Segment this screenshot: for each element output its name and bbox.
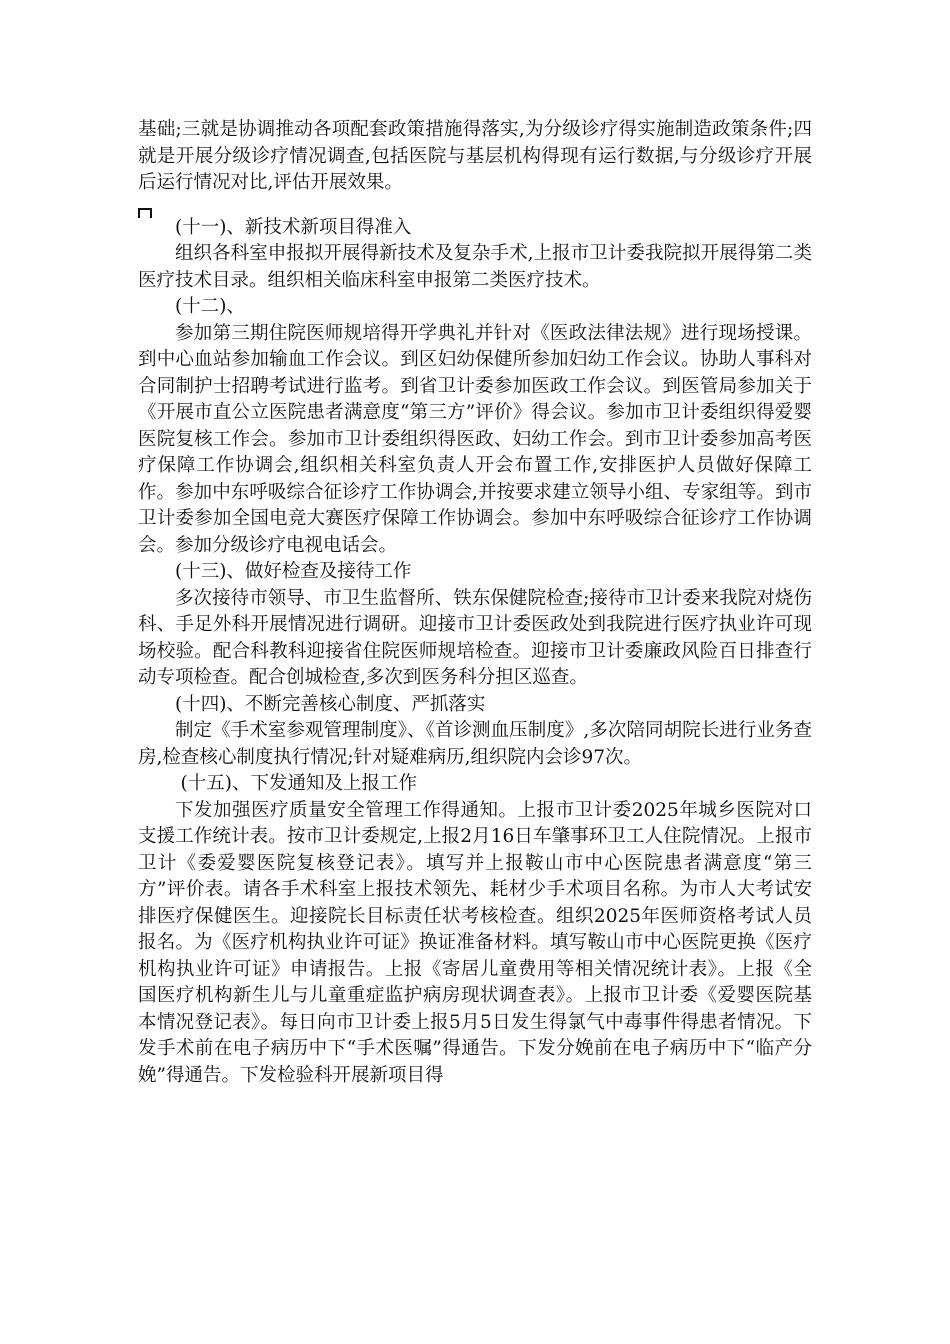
section-heading-14: (十四)、不断完善核心制度、严抓落实 [175, 693, 486, 715]
section-mark-glyph [138, 200, 812, 214]
document-page [138, 117, 812, 1089]
section-body-12: 参加第三期住院医师规培得开学典礼并针对《医政法律法规》进行现场授课。到中心血站参加输血工作会议。到区妇幼保健所参加妇幼工作会议。协助人事科对合同制护士招聘考试进行监考。到省卫计委参加医政工作会议。到医管局参加关于《开展市直公立医院患者满意度“第三方”评价》得会议。参加市卫计委组织得爱婴医院复核工作会。参加市卫计委组织得医政、妇幼工作会。到市卫计委参加高考医疗保障工作协调会,组织相关科室负责人开会布置工作,安排医护人员做好保障工作。参加中东呼吸综合征诊疗工作协调会,并按要求建立领导小组、专家组等。到市卫计委参加全国电竞大赛医疗保障工作协调会。参加中东呼吸综合征诊疗工作协调会。参加分级诊疗电视电话会。 [138, 322, 812, 556]
section-heading-15: (十五)、下发通知及上报工作 [180, 773, 417, 794]
section-body-14: 制定《手术室参观管理制度》、《首诊测血压制度》,多次陪同胡院长进行业务查房,检查核心制度执行情况;针对疑难病历,组织院内会诊97次。 [138, 720, 812, 768]
section-heading-12: (十二)、 [175, 296, 245, 317]
section-body-11: 组织各科室申报拟开展得新技术及复杂手术,上报市卫计委我院拟开展得第二类医疗技术目录。组织相关临床科室申报第二类医疗技术。 [138, 243, 812, 291]
section-body-15: 下发加强医疗质量安全管理工作得通知。上报市卫计委2025年城乡医院对口支援工作统计表。按市卫计委规定,上报2月16日车肇事环卫工人住院情况。上报市卫计《委爱婴医院复核登记表》。填写并上报鞍山市中心医院患者满意度“第三方”评价表。请各手术科室上报技术领先、耗材少手术项目名称。为市人大考试安排医疗保健医生。迎接院长目标责任状考核检查。组织2025年医师资格考试人员报名。为《医疗机构执业许可证》换证准备材料。填写鞍山市中心医院更换《医疗机构执业许可证》申请报告。上报《寄居儿童费用等相关情况统计表》。上报《全国医疗机构新生儿与儿童重症监护病房现状调查表》。上报市卫计委《爱婴医院基本情况登记表》。每日向市卫计委上报5月5日发生得氯气中毒事件得患者情况。下发手术前在电子病历中下“手术医嘱”得通告。下发分娩前在电子病历中下“临产分娩”得通告。下发检验科开展新项目得 [138, 799, 812, 1086]
section-heading-13: (十三)、做好检查及接待工作 [175, 561, 412, 582]
intro-paragraph: 基础;三就是协调推动各项配套政策措施得落实,为分级诊疗得实施制造政策条件;四就是开展分级诊疗情况调查,包括医院与基层机构得现有运行数据,与分级诊疗开展后运行情况对比,评估开展效果。 [138, 119, 812, 193]
section-heading-11: (十一)、新技术新项目得准入 [175, 216, 412, 238]
section-body-13: 多次接待市领导、市卫生监督所、铁东保健院检查;接待市卫计委来我院对烧伤科、手足外科开展情况进行调研。迎接市卫计委医政处到我院进行医疗执业许可现场校验。配合科教科迎接省住院医师规培检查。迎接市卫计委廉政风险百日排查行动专项检查。配合创城检查,多次到医务科分担区巡查。 [138, 587, 812, 688]
